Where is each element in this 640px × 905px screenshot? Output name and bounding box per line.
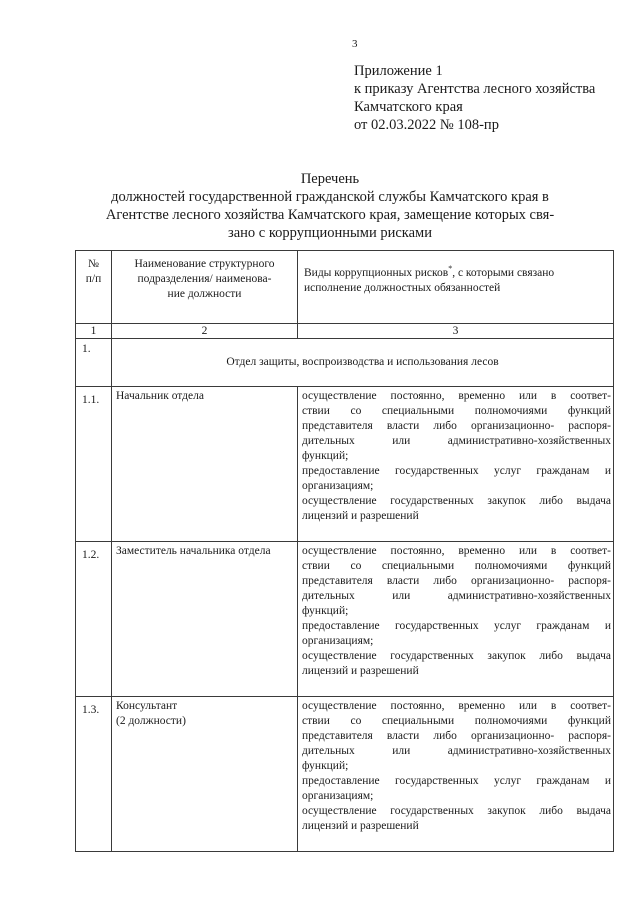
header-number-abbr: п/п [85,273,102,285]
positions-table [75,250,614,852]
header-number-symbol: № [88,258,99,270]
title-line: должностей государственной гражданской службы Камчатского края в [111,189,549,205]
risk-line: представителя власти либо организационно- распоря- [302,730,611,742]
risk-line: осуществление государственных закупок либо выдача [302,650,611,662]
header-risk-line [304,261,611,281]
row-number: 1.1. [76,387,112,542]
annex-region: Камчатского края [354,99,463,115]
header-risk-text: , с которыми связано [452,266,555,279]
risk-line: осуществление постоянно, временно или в соответ- [302,390,611,402]
section-row [76,339,614,387]
header-name-line: подразделения/ наименова- [137,273,272,285]
position-name [112,542,298,697]
header-risk-line: исполнение должностных обязанностей [304,281,501,294]
title-line: зано с коррупционными рисками [228,225,432,241]
section-title: Отдел защиты, воспроизводства и использования лесов [112,339,614,387]
page-number: 3 [352,38,358,50]
header-name-line: ние должности [167,288,242,300]
column-number: 1 [76,324,112,339]
position-name-line: Начальник отдела [116,390,204,402]
risk-description [298,542,614,697]
header-position-name [112,251,298,324]
risk-line: предоставление государственных услуг гражданам и [302,775,611,787]
annex-order-reference: к приказу Агентства лесного хозяйства [354,81,596,97]
risk-line: ствии со специальными полномочиями функций [302,715,611,727]
document-title [60,170,600,242]
risk-line: дительных или административно-хозяйственных [302,745,611,757]
column-numbers-row [76,324,614,339]
risk-line: дительных или административно-хозяйственных [302,435,611,447]
risk-line: организациям; [302,635,374,647]
risk-line: ствии со специальными полномочиями функций [302,405,611,417]
table-row [76,697,614,852]
column-number: 2 [112,324,298,339]
position-name [112,387,298,542]
risk-line: функций; [302,605,349,617]
table-header-row [76,251,614,324]
risk-description [298,387,614,542]
risk-line: функций; [302,760,349,772]
risk-description [298,697,614,852]
risk-line: осуществление постоянно, временно или в соответ- [302,700,611,712]
risk-line: лицензий и разрешений [302,665,419,677]
section-number: 1. [76,339,112,387]
risk-line: лицензий и разрешений [302,510,419,522]
table-row [76,387,614,542]
position-name-line: Заместитель начальника отдела [116,545,271,557]
risk-line: осуществление государственных закупок либо выдача [302,805,611,817]
header-name-line: Наименование структурного [134,258,275,270]
column-number: 3 [298,324,614,339]
risk-line: организациям; [302,480,374,492]
position-name-line: Консультант [116,700,178,712]
risk-line: ствии со специальными полномочиями функций [302,560,611,572]
risk-line: представителя власти либо организационно- распоря- [302,420,611,432]
risk-line: осуществление государственных закупок либо выдача [302,495,611,507]
row-number: 1.3. [76,697,112,852]
title-line: Агентстве лесного хозяйства Камчатского края, замещение которых свя- [105,207,555,223]
title-heading: Перечень [300,171,360,187]
header-risk-types [298,251,614,324]
header-risk-text: Виды коррупционных рисков [304,266,449,279]
risk-line: предоставление государственных услуг гражданам и [302,465,611,477]
position-name [112,697,298,852]
risk-line: организациям; [302,790,374,802]
row-number: 1.2. [76,542,112,697]
risk-line: предоставление государственных услуг гражданам и [302,620,611,632]
annex-order-date: от 02.03.2022 № 108-пр [354,117,499,133]
footnote-asterisk: * [448,264,453,273]
risk-line: дительных или административно-хозяйственных [302,590,611,602]
risk-line: функций; [302,450,349,462]
risk-line: осуществление постоянно, временно или в соответ- [302,545,611,557]
header-number [76,251,112,324]
risk-line: лицензий и разрешений [302,820,419,832]
table-row [76,542,614,697]
annex-title: Приложение 1 [354,63,443,79]
risk-line: представителя власти либо организационно- распоря- [302,575,611,587]
annex-header [354,62,624,134]
position-name-line: (2 должности) [116,715,186,727]
